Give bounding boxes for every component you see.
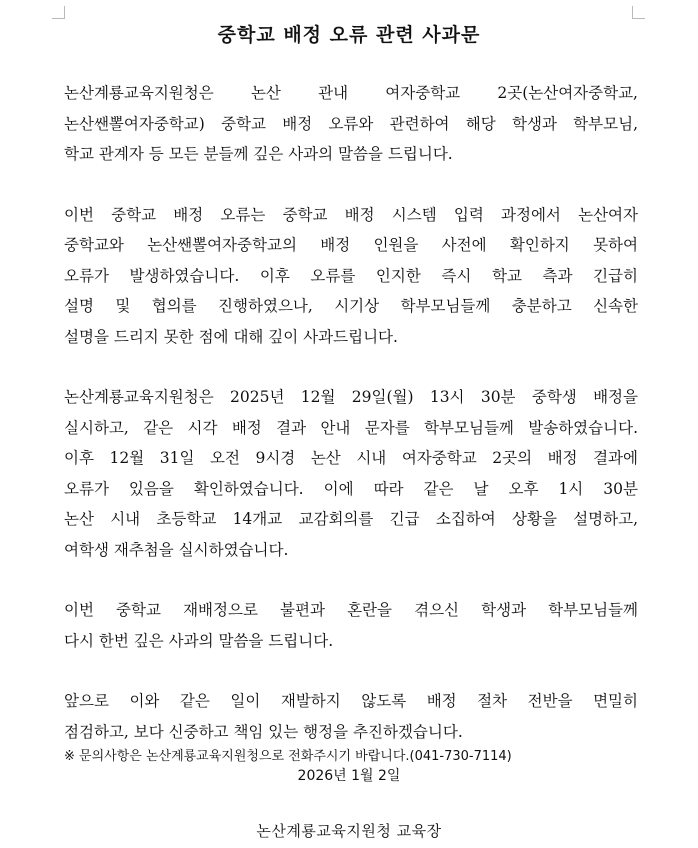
text-line: 이번 중학교 재배정으로 불편과 혼란을 겪으신 학생과 학부모님들께 bbox=[64, 601, 638, 619]
text-line: 설명을 드리지 못한 점에 대해 깊이 사과드립니다. bbox=[64, 327, 398, 346]
inquiry-notice: ※ 문의사항은 논산계룡교육지원청으로 전화주시기 바랍니다.(041-730-7114) bbox=[64, 749, 512, 764]
text-line: 점검하고, 보다 신중하고 책임 있는 행정을 추진하겠습니다. bbox=[64, 722, 463, 741]
document-title: 중학교 배정 오류 관련 사과문 bbox=[217, 24, 481, 46]
paragraph-future-commitment bbox=[64, 686, 638, 747]
document-signature: 논산계룡교육지원청 교육장 bbox=[256, 822, 442, 840]
page-corner-mark-top-right bbox=[632, 6, 645, 19]
text-line: 학교 관계자 등 모든 분들께 깊은 사과의 말씀을 드립니다. bbox=[64, 145, 453, 163]
text-line: 중학교와 논산쌘뽈여자중학교의 배정 인원을 사전에 확인하지 못하여 bbox=[64, 236, 638, 254]
text-line: 이후 12월 31일 오전 9시경 논산 시내 여자중학교 2곳의 배정 결과에 bbox=[64, 449, 638, 467]
text-line: 이번 중학교 배정 오류는 중학교 배정 시스템 입력 과정에서 논산여자 bbox=[64, 205, 638, 224]
text-line: 논산계룡교육지원청은 논산 관내 여자중학교 2곳(논산여자중학교, bbox=[64, 84, 638, 102]
text-line: 오류가 발생하였습니다. 이후 오류를 인지한 즉시 학교 측과 긴급히 bbox=[64, 266, 638, 285]
text-line: 논산쌘뽈여자중학교) 중학교 배정 오류와 관련하여 해당 학생과 학부모님, bbox=[64, 114, 638, 133]
paragraph-reassignment-apology bbox=[64, 595, 638, 656]
paragraph-apology-intro bbox=[64, 78, 638, 170]
text-line: 논산 시내 초등학교 14개교 교감회의를 긴급 소집하여 상황을 설명하고, bbox=[64, 510, 638, 528]
text-line: 설명 및 협의를 진행하였으나, 시기상 학부모님들께 충분하고 신속한 bbox=[64, 297, 638, 315]
page-corner-mark-top-left bbox=[52, 6, 65, 19]
text-line: 앞으로 이와 같은 일이 재발하지 않도록 배정 절차 전반을 면밀히 bbox=[64, 692, 638, 710]
text-line: 논산계룡교육지원청은 2025년 12월 29일(월) 13시 30분 중학생 배정을 bbox=[64, 388, 638, 406]
text-line: 여학생 재추첨을 실시하였습니다. bbox=[64, 540, 289, 559]
text-line: 실시하고, 같은 시각 배정 결과 안내 문자를 학부모님들께 발송하였습니다. bbox=[64, 418, 638, 437]
paragraph-error-cause bbox=[64, 200, 638, 353]
document-body bbox=[64, 78, 638, 767]
document-date: 2026년 1월 2일 bbox=[297, 768, 401, 784]
paragraph-timeline bbox=[64, 382, 638, 565]
text-line: 다시 한번 깊은 사과의 말씀을 드립니다. bbox=[64, 631, 334, 650]
text-line: 오류가 있음을 확인하였습니다. 이에 따라 같은 날 오후 1시 30분 bbox=[64, 479, 638, 498]
